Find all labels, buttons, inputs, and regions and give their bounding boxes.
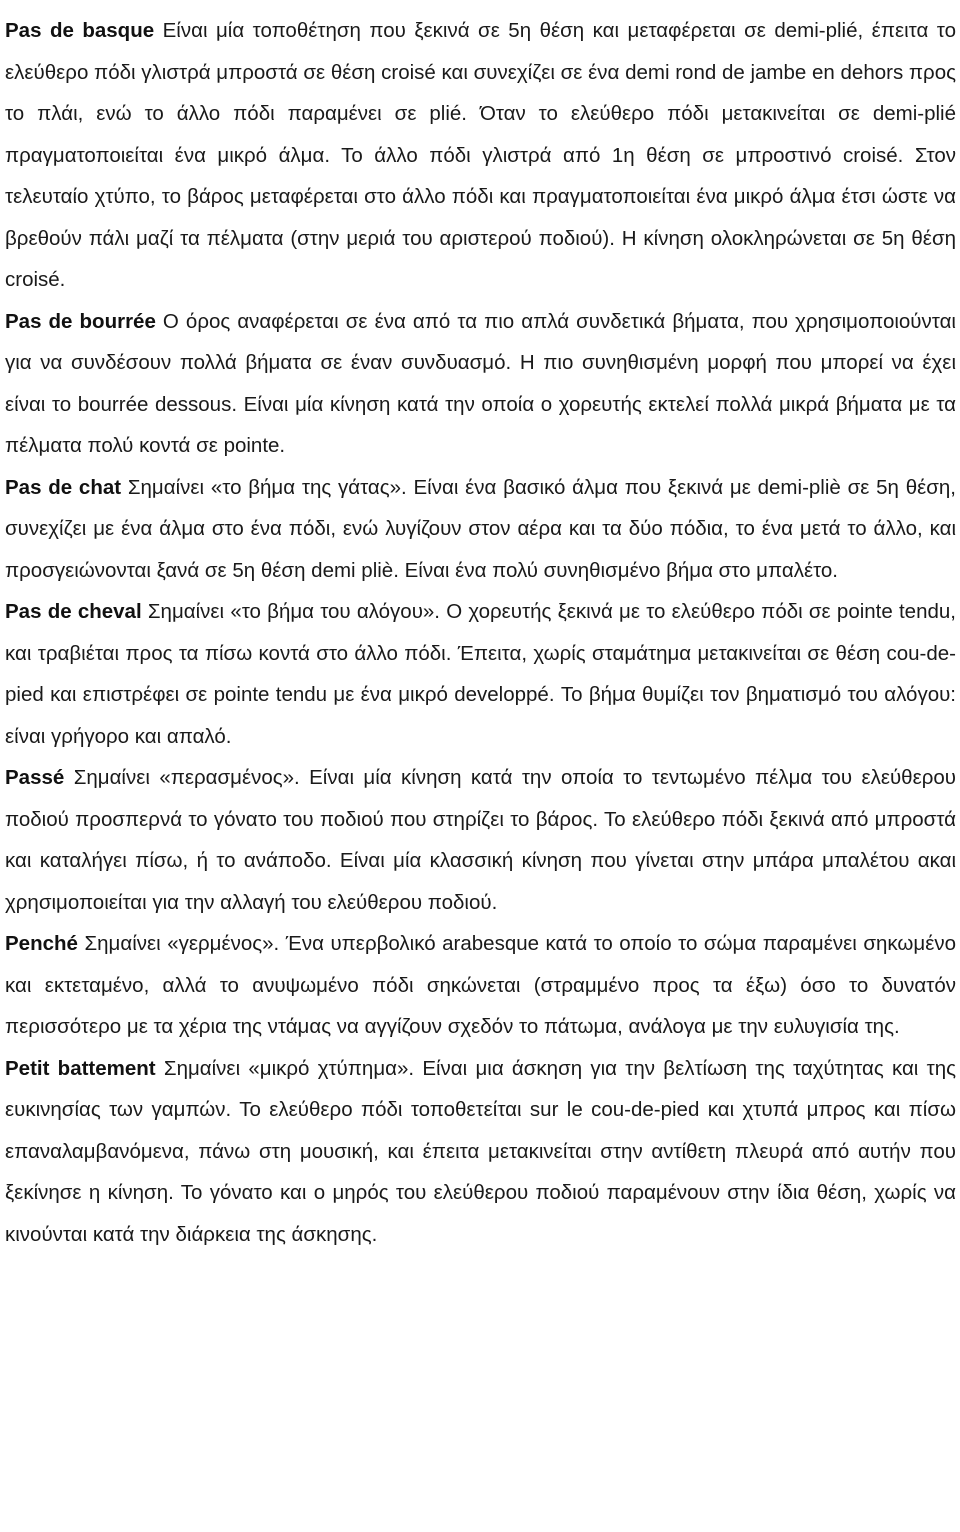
- entry-pas-de-chat: [5, 467, 956, 592]
- entry-definition: Σημαίνει «το βήμα της γάτας». Είναι ένα βασικό άλμα που ξεκινά με demi-pliè σε 5η θέση, συνεχίζει με ένα άλμα στο ένα πόδι, ενώ λυγίζουν στον αέρα και τα δύο πόδια, το ένα μετά το άλλο, και προσγειώνονται ξανά σε 5η θέση demi pliè. Είναι ένα πολύ συνηθισμένο βήμα στο μπαλέτο.: [5, 475, 956, 582]
- entry-penche: [5, 923, 956, 1048]
- entry-term: Passé: [5, 766, 65, 789]
- entry-pas-de-bourree: [5, 301, 956, 467]
- entry-petit-battement: [5, 1048, 956, 1256]
- entry-term: Pas de chat: [5, 475, 122, 499]
- entry-definition: Ο όρος αναφέρεται σε ένα από τα πιο απλά συνδετικά βήματα, που χρησιμοποιούνται για να συνδέσουν πολλά βήματα σε έναν συνδυασμό. Η πιο συνηθισμένη μορφή που μπορεί να έχει είναι το bourrée dessous. Είναι μία κίνηση κατά την οποία ο χορευτής εκτελεί πολλά μικρά βήματα με τα πέλματα πολύ κοντά σε pointe.: [5, 309, 956, 457]
- entry-definition: Σημαίνει «μικρό χτύπημα». Είναι μια άσκηση για την βελτίωση της ταχύτητας και της ευκινησίας των γαμπών. Το ελεύθερο πόδι τοποθετείται sur le cou-de-pied και χτυπά μπρος και πίσω επαναλαμβανόμενα, πάνω στη μουσική, και έπειτα μετακινείται στην αντίθετη πλευρά από αυτήν που ξεκίνησε η κίνηση. Το γόνατο και ο μηρός του ελεύθερου ποδιού παραμένουν στην ίδια θέση, χωρίς να κινούνται κατά την διάρκεια της άσκησης.: [5, 1056, 956, 1246]
- entry-term: Pas de basque: [5, 19, 155, 42]
- entry-definition: Είναι μία τοποθέτηση που ξεκινά σε 5η θέση και μεταφέρεται σε demi-plié, έπειτα το ελεύθερο πόδι γλιστρά μπροστά σε θέση croisé και συνεχίζει σε ένα demi rond de jambe en dehors προς το πλάι, ενώ το άλλο πόδι παραμένει σε plié. Όταν το ελεύθερο πόδι μετακινείται σε demi-plié πραγματοποιείται ένα μικρό άλμα. Το άλλο πόδι γλιστρά από 1η θέση σε μπροστινό croisé. Στον τελευταίο χτύπο, το βάρος μεταφέρεται στο άλλο πόδι και πραγματοποιείται ένα μικρό άλμα έτσι ώστε να βρεθούν πάλι μαζί τα πέλματα (στην μεριά του αριστερού ποδιού). Η κίνηση ολοκληρώνεται σε 5η θέση croisé.: [5, 19, 957, 291]
- entry-definition: Σημαίνει «το βήμα του αλόγου». Ο χορευτής ξεκινά με το ελεύθερο πόδι σε pointe tendu, και τραβιέται προς τα πίσω κοντά στο άλλο πόδι. Έπειτα, χωρίς σταμάτημα μετακινείται σε θέση cou-de-pied και επιστρέφει σε pointe tendu με ένα μικρό developpé. Το βήμα θυμίζει τον βηματισμό του αλόγου: είναι γρήγορο και απαλό.: [5, 600, 956, 748]
- entry-passe: [5, 757, 956, 923]
- entry-term: Pas de bourrée: [5, 309, 156, 333]
- entry-definition: Σημαίνει «γερμένος». Ένα υπερβολικό arabesque κατά το οποίο το σώμα παραμένει σηκωμένο και εκτεταμένο, αλλά το ανυψωμένο πόδι σηκώνεται (στραμμένο προς τα έξω) όσο το δυνατόν περισσότερο με τα χέρια της ντάμας να αγγίζουν σχεδόν το πάτωμα, ανάλογα με την ευλυγισία της.: [5, 932, 957, 1038]
- entry-pas-de-cheval: [5, 591, 956, 757]
- entry-term: Pas de cheval: [5, 600, 142, 623]
- entry-pas-de-basque: [5, 10, 956, 301]
- entry-definition: Σημαίνει «περασμένος». Είναι μία κίνηση κατά την οποία το τεντωμένο πέλμα του ελεύθερου ποδιού προσπερνά το γόνατο του ποδιού που στηρίζει το βάρος. Το ελεύθερο πόδι ξεκινά από μπροστά και καταλήγει πίσω, ή το ανάποδο. Είναι μία κλασσική κίνηση που γίνεται στην μπάρα μπαλέτου ακαι χρησιμοποιείται για την αλλαγή του ελεύθερου ποδιού.: [5, 766, 956, 914]
- entry-term: Petit battement: [5, 1056, 156, 1080]
- entry-term: Penché: [5, 932, 78, 955]
